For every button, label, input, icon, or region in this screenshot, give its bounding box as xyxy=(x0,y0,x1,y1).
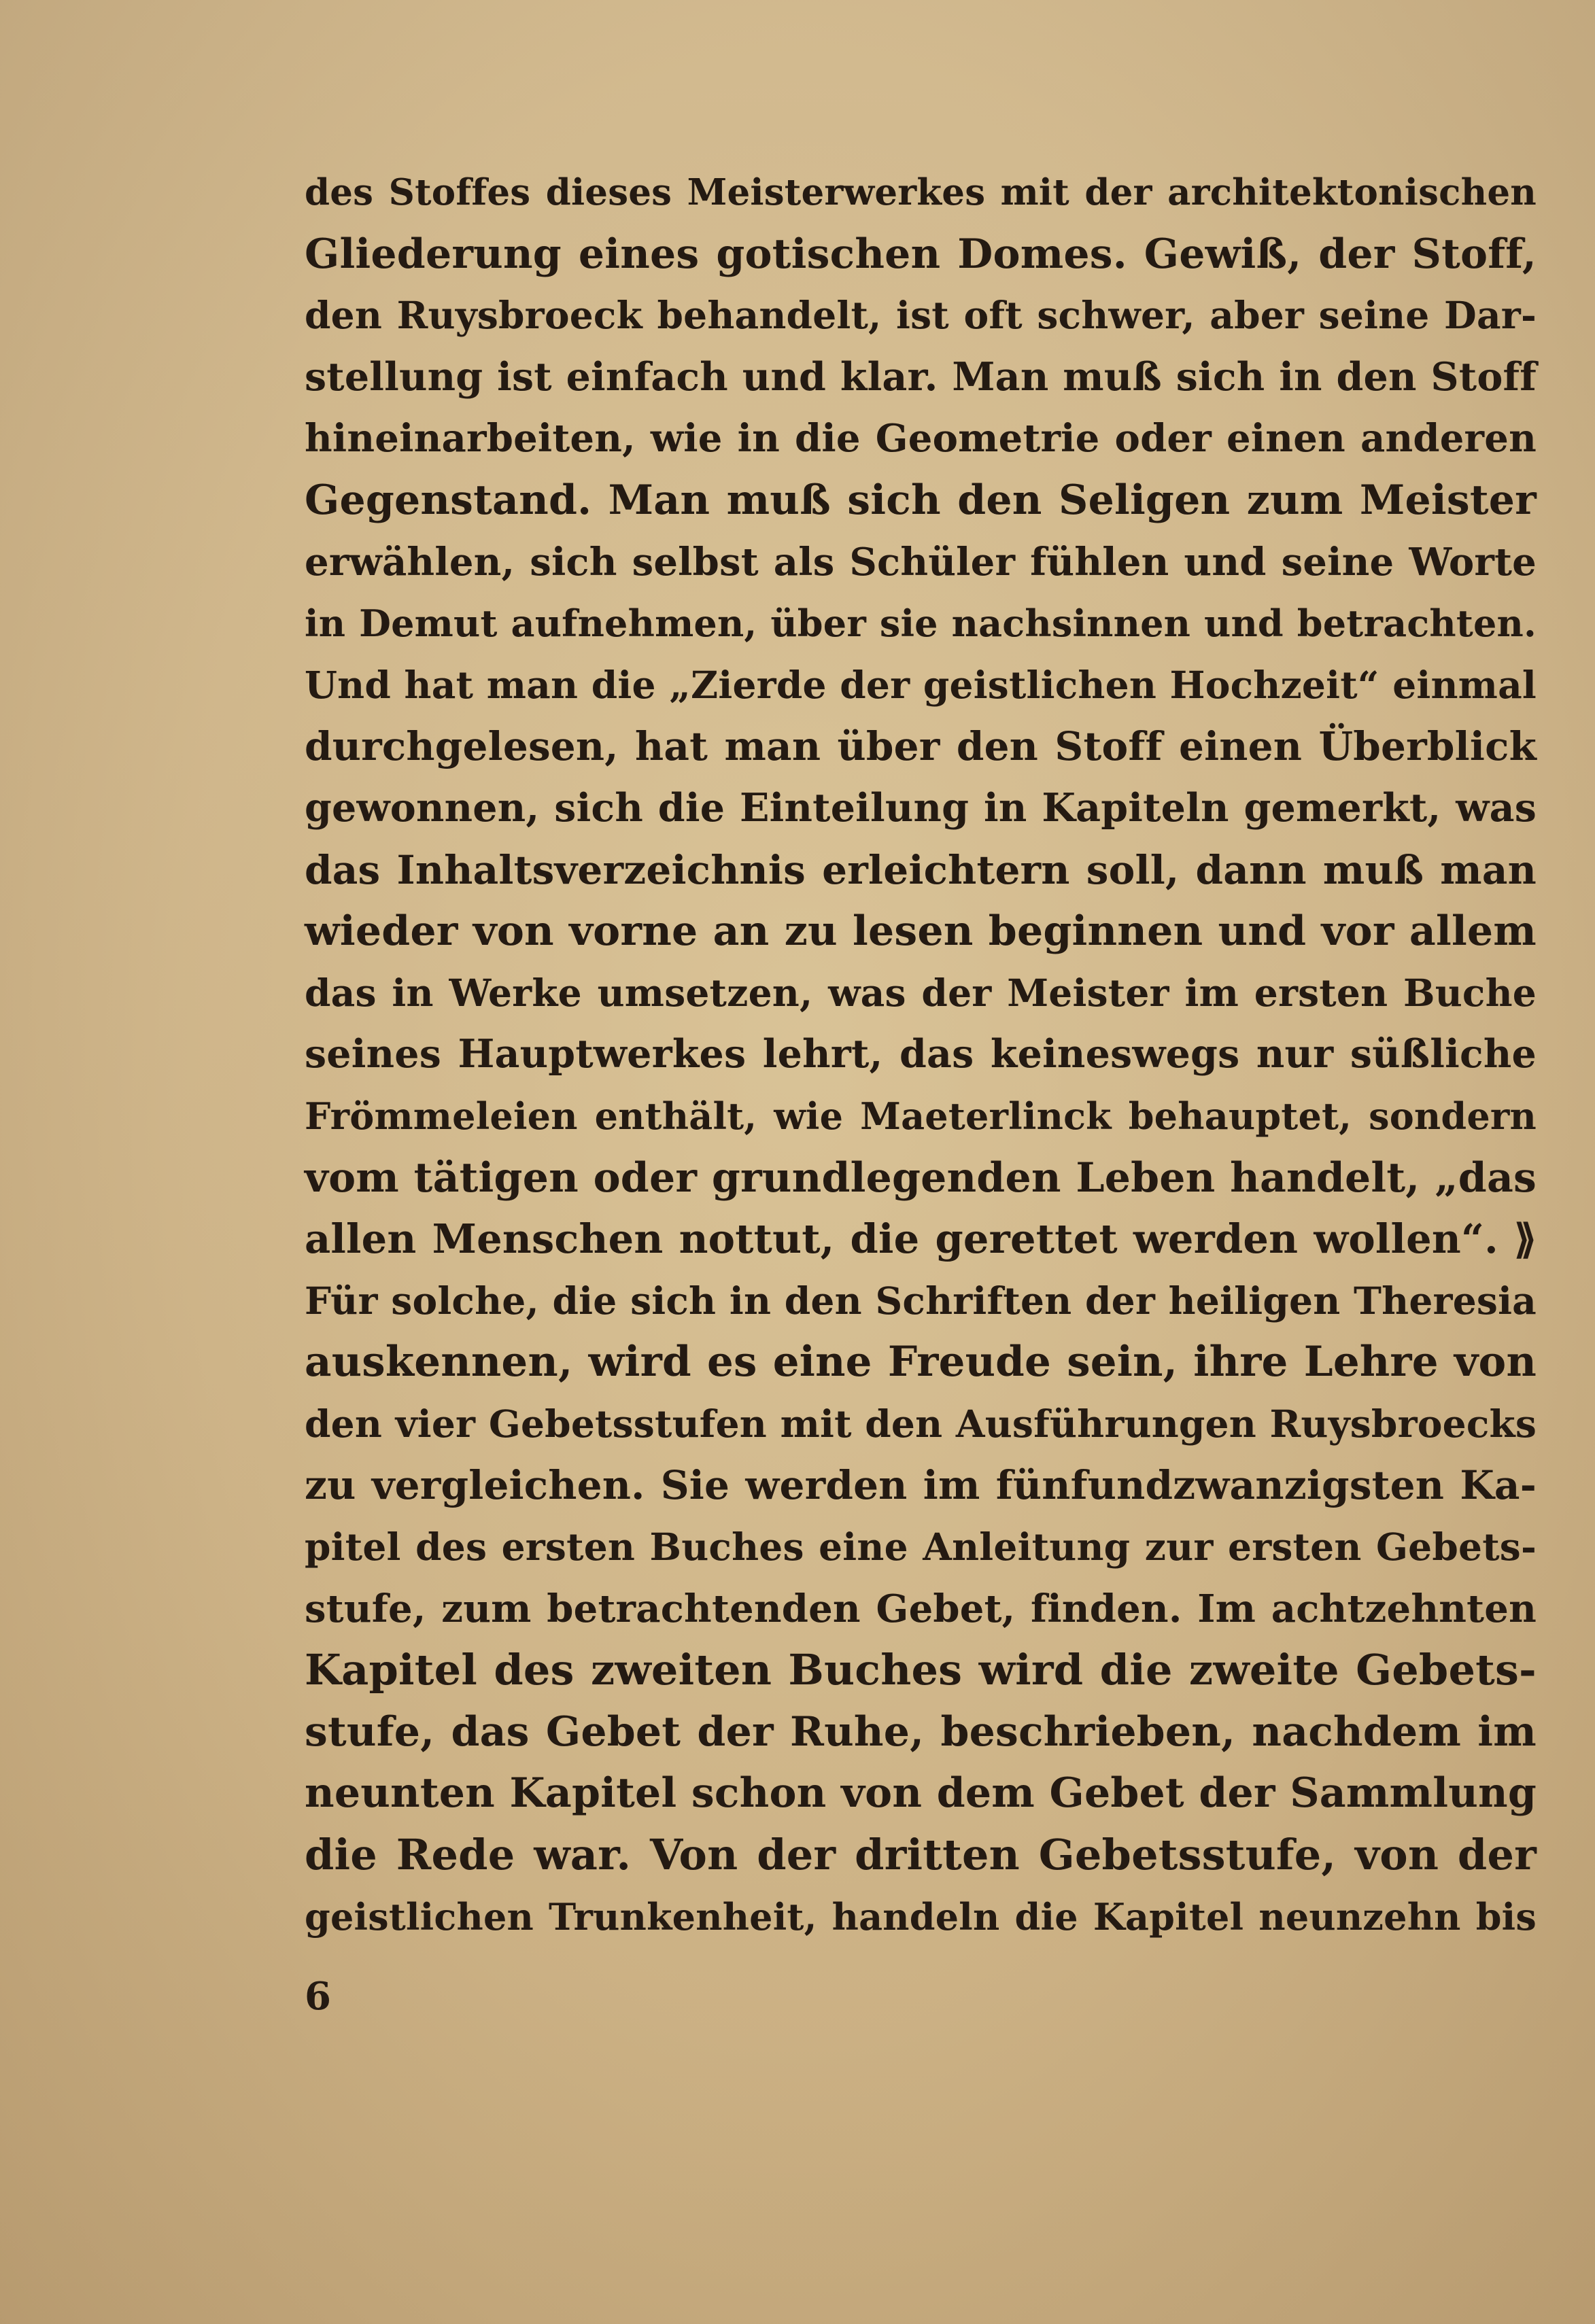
text-line: in Demut aufnehmen, über sie nachsinnen und betrachten. xyxy=(305,602,1537,646)
text-line: Gliederung eines gotischen Domes. Gewiß, der Stoff, xyxy=(305,230,1537,278)
text-line: Und hat man die „Zierde der geistlichen Hochzeit“ einmal xyxy=(305,662,1537,707)
text-line: den vier Gebetsstufen mit den Ausführungen Ruysbroecks xyxy=(305,1401,1537,1446)
text-line: zu vergleichen. Sie werden im fünfundzwanzigsten Ka- xyxy=(305,1462,1537,1509)
text-line: pitel des ersten Buches eine Anleitung zur ersten Gebets- xyxy=(305,1525,1537,1569)
text-line: das Inhaltsverzeichnis erleichtern soll, dann muß man xyxy=(305,846,1537,893)
text-line: das in Werke umsetzen, was der Meister im ersten Buche xyxy=(305,970,1537,1015)
text-line: auskennen, wird es eine Freude sein, ihre Lehre von xyxy=(305,1338,1537,1387)
text-line: durchgelesen, hat man über den Stoff einen Überblick xyxy=(305,723,1537,770)
text-line: hineinarbeiten, wie in die Geometrie oder einen anderen xyxy=(305,416,1537,462)
text-line: wieder von vorne an zu lesen beginnen und vor allem xyxy=(305,907,1537,956)
text-line: Für solche, die sich in den Schriften der heiligen Theresia xyxy=(305,1278,1537,1323)
text-line: geistlichen Trunkenheit, handeln die Kapitel neunzehn bis xyxy=(305,1894,1537,1939)
text-line: stufe, zum betrachtenden Gebet, finden. Im achtzehnten xyxy=(305,1586,1537,1631)
body-text xyxy=(305,162,1537,1947)
text-line: Gegenstand. Man muß sich den Seligen zum Meister xyxy=(305,476,1537,524)
text-line: stellung ist einfach und klar. Man muß sich in den Stoff xyxy=(305,353,1537,400)
text-line: gewonnen, sich die Einteilung in Kapiteln gemerkt, was xyxy=(305,784,1537,831)
text-line: vom tätigen oder grundlegenden Leben handelt, „das xyxy=(305,1154,1537,1202)
text-line: seines Hauptwerkes lehrt, das keineswegs nur süßliche xyxy=(305,1031,1537,1077)
text-line: neunten Kapitel schon von dem Gebet der Sammlung xyxy=(305,1769,1537,1818)
text-line: Kapitel des zweiten Buches wird die zweite Gebets- xyxy=(305,1645,1537,1695)
text-line: den Ruysbroeck behandelt, ist oft schwer, aber seine Dar- xyxy=(305,293,1537,338)
text-line: stufe, das Gebet der Ruhe, beschrieben, nachdem im xyxy=(305,1707,1537,1756)
text-line: Frömmeleien enthält, wie Maeterlinck behauptet, sondern xyxy=(305,1094,1537,1138)
page-number: 6 xyxy=(305,1974,331,2019)
text-line: die Rede war. Von der dritten Gebetsstufe, von der xyxy=(305,1830,1537,1880)
text-line: des Stoffes dieses Meisterwerkes mit der architektonischen xyxy=(305,171,1537,213)
text-line: erwählen, sich selbst als Schüler fühlen und seine Worte xyxy=(305,539,1537,585)
text-line: allen Menschen nottut, die gerettet werden wollen“. ⟫ xyxy=(305,1215,1537,1263)
